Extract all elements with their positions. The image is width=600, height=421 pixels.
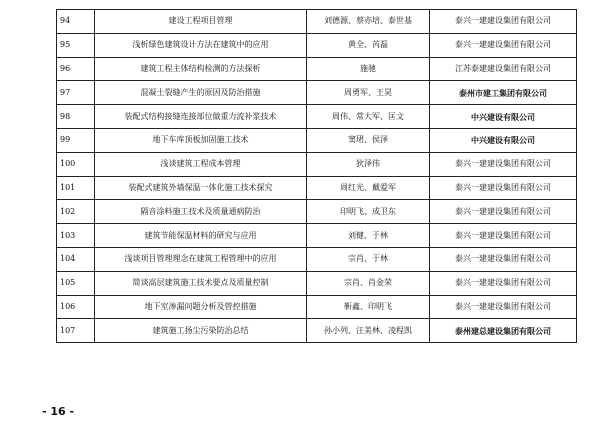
paper-organization: 泰兴一建建设集团有限公司 bbox=[430, 200, 577, 224]
paper-authors: 黄全、芮磊 bbox=[307, 33, 430, 57]
paper-title: 浅析绿色建筑设计方法在建筑中的应用 bbox=[95, 33, 307, 57]
paper-organization: 江苏泰建建设集团有限公司 bbox=[430, 57, 577, 81]
table-row bbox=[57, 200, 577, 224]
table-row bbox=[57, 81, 577, 105]
paper-authors: 宗肖、肖金荣 bbox=[307, 271, 430, 295]
paper-organization: 泰兴一建建设集团有限公司 bbox=[430, 224, 577, 248]
paper-organization: 中兴建设有限公司 bbox=[430, 128, 577, 152]
row-number: 101 bbox=[57, 176, 95, 200]
paper-organization: 泰兴一建建设集团有限公司 bbox=[430, 33, 577, 57]
paper-authors: 周红光、戴爱军 bbox=[307, 176, 430, 200]
table-row bbox=[57, 10, 577, 34]
table-row bbox=[57, 152, 577, 176]
paper-list-body bbox=[57, 10, 577, 343]
table-row bbox=[57, 105, 577, 129]
paper-authors: 孙小列、汪美林、凌程凯 bbox=[307, 319, 430, 343]
paper-title: 简谈高层建筑施工技术要点及质量控制 bbox=[95, 271, 307, 295]
page-number: - 16 - bbox=[42, 405, 75, 418]
row-number: 103 bbox=[57, 224, 95, 248]
paper-organization: 泰兴一建建设集团有限公司 bbox=[430, 152, 577, 176]
paper-authors: 狄泽伟 bbox=[307, 152, 430, 176]
paper-organization: 泰兴一建建设集团有限公司 bbox=[430, 295, 577, 319]
row-number: 97 bbox=[57, 81, 95, 105]
table-row bbox=[57, 128, 577, 152]
paper-organization: 中兴建设有限公司 bbox=[430, 105, 577, 129]
paper-title: 建设工程项目管理 bbox=[95, 10, 307, 34]
table-row bbox=[57, 33, 577, 57]
paper-title: 隔音涂料施工技术及质量通病防治 bbox=[95, 200, 307, 224]
table-row bbox=[57, 295, 577, 319]
paper-organization: 泰州建总建设集团有限公司 bbox=[430, 319, 577, 343]
table-row bbox=[57, 224, 577, 248]
row-number: 105 bbox=[57, 271, 95, 295]
paper-authors: 刘德源、蔡亦培、泰世基 bbox=[307, 10, 430, 34]
paper-organization: 泰兴一建建设集团有限公司 bbox=[430, 10, 577, 34]
table-row bbox=[57, 57, 577, 81]
paper-organization: 泰州市建工集团有限公司 bbox=[430, 81, 577, 105]
row-number: 94 bbox=[57, 10, 95, 34]
paper-title: 混凝土裂缝产生的原因及防治措施 bbox=[95, 81, 307, 105]
paper-authors: 窦珺、侯泽 bbox=[307, 128, 430, 152]
paper-title: 建筑施工扬尘污染防治总结 bbox=[95, 319, 307, 343]
row-number: 99 bbox=[57, 128, 95, 152]
table-row bbox=[57, 271, 577, 295]
paper-authors: 周伟、常大军、匡文 bbox=[307, 105, 430, 129]
paper-authors: 印明飞、成卫东 bbox=[307, 200, 430, 224]
paper-title: 装配式建筑外墙保温一体化施工技术探究 bbox=[95, 176, 307, 200]
paper-authors: 宗肖、于林 bbox=[307, 247, 430, 271]
paper-list-table bbox=[56, 9, 577, 343]
row-number: 98 bbox=[57, 105, 95, 129]
paper-title: 地下室渗漏问题分析及管控措施 bbox=[95, 295, 307, 319]
row-number: 95 bbox=[57, 33, 95, 57]
table-row bbox=[57, 319, 577, 343]
row-number: 102 bbox=[57, 200, 95, 224]
paper-organization: 泰兴一建建设集团有限公司 bbox=[430, 176, 577, 200]
table-row bbox=[57, 176, 577, 200]
paper-title: 浅谈项目管理理念在建筑工程管理中的应用 bbox=[95, 247, 307, 271]
row-number: 100 bbox=[57, 152, 95, 176]
paper-authors: 靳鑫、印明飞 bbox=[307, 295, 430, 319]
paper-title: 装配式结构接缝连接部位做重力流补浆技术 bbox=[95, 105, 307, 129]
table-row bbox=[57, 247, 577, 271]
row-number: 106 bbox=[57, 295, 95, 319]
paper-title: 地下车库顶板加固施工技术 bbox=[95, 128, 307, 152]
row-number: 107 bbox=[57, 319, 95, 343]
row-number: 104 bbox=[57, 247, 95, 271]
paper-authors: 周勇军、王昊 bbox=[307, 81, 430, 105]
paper-title: 建筑工程主体结构检测的方法探析 bbox=[95, 57, 307, 81]
paper-title: 建筑节能保温材料的研究与应用 bbox=[95, 224, 307, 248]
paper-authors: 施驰 bbox=[307, 57, 430, 81]
paper-organization: 泰兴一建建设集团有限公司 bbox=[430, 247, 577, 271]
paper-organization: 泰兴一建建设集团有限公司 bbox=[430, 271, 577, 295]
paper-title: 浅谈建筑工程成本管理 bbox=[95, 152, 307, 176]
paper-authors: 刘健、于林 bbox=[307, 224, 430, 248]
row-number: 96 bbox=[57, 57, 95, 81]
